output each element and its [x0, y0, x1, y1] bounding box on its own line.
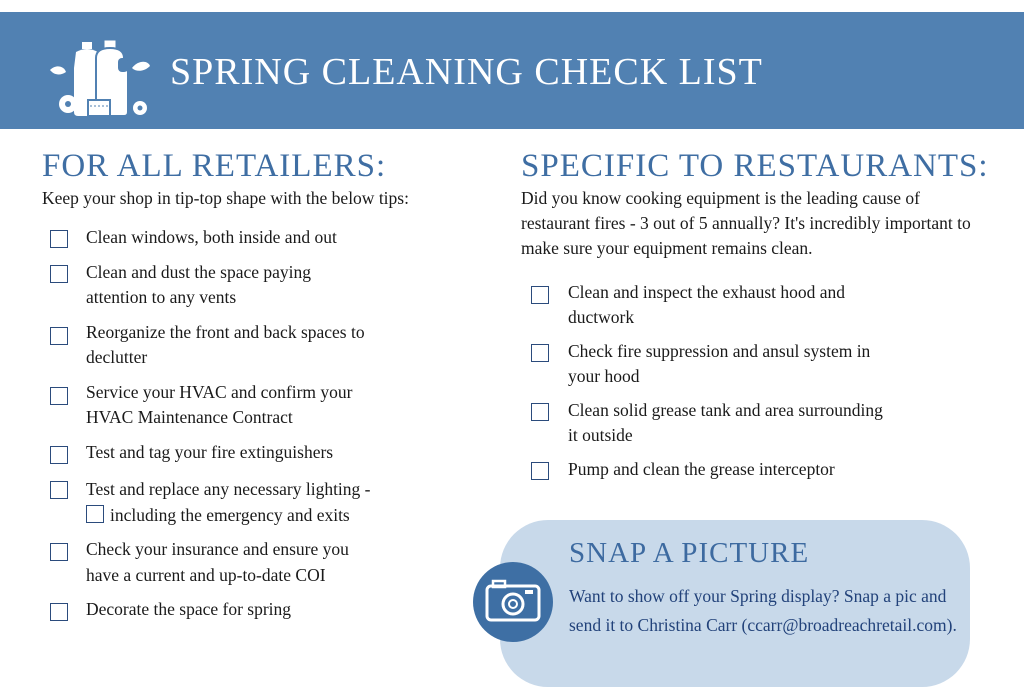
- item-label-continued: ductwork: [568, 307, 635, 327]
- item-label-continued: your hood: [568, 366, 640, 386]
- checkbox[interactable]: [50, 327, 68, 345]
- retailers-heading: FOR ALL RETAILERS:: [42, 148, 387, 184]
- snap-title: SNAP A PICTURE: [569, 537, 810, 569]
- item-label: Clean and inspect the exhaust hood and: [568, 282, 846, 302]
- item-label-continued: HVAC Maintenance Contract: [86, 407, 293, 427]
- item-label-continued: attention to any vents: [86, 287, 237, 307]
- item-label: Clean solid grease tank and area surrounding: [568, 400, 883, 420]
- item-label: Clean and dust the space paying: [86, 262, 312, 282]
- item-label-continued: [86, 503, 350, 528]
- checkbox[interactable]: [50, 230, 68, 248]
- checkbox[interactable]: [531, 286, 549, 304]
- restaurants-intro: Did you know cooking equipment is the leading cause of restaurant fires - 3 out of 5 annually? It's incredibly important to make sure your equipment remains clean.: [521, 188, 971, 258]
- item-label: Test and replace any necessary lighting -: [86, 479, 371, 499]
- item-label: Clean windows, both inside and out: [86, 227, 337, 247]
- item-label: Check your insurance and ensure you: [86, 539, 349, 559]
- checkbox[interactable]: [50, 446, 68, 464]
- item-label-continued: declutter: [86, 347, 148, 367]
- item-label-continued: have a current and up-to-date COI: [86, 565, 326, 585]
- header-banner: [0, 12, 1024, 129]
- page-title: SPRING CLEANING CHECK LIST: [170, 51, 763, 93]
- cleaning-bottles-icon: [44, 28, 152, 118]
- checkbox[interactable]: [531, 403, 549, 421]
- camera-icon: [473, 562, 553, 642]
- checkbox[interactable]: [50, 603, 68, 621]
- item-label: Service your HVAC and confirm your: [86, 382, 353, 402]
- item-label: Pump and clean the grease interceptor: [568, 459, 835, 479]
- checkbox[interactable]: [50, 543, 68, 561]
- checkbox[interactable]: [531, 462, 549, 480]
- restaurants-heading: SPECIFIC TO RESTAURANTS:: [521, 148, 989, 184]
- item-label: Test and tag your fire extinguishers: [86, 442, 334, 462]
- camera-badge: [473, 562, 553, 642]
- item-label-continued-text: including the emergency and exits: [110, 505, 350, 525]
- item-label-continued: it outside: [568, 425, 633, 445]
- checkbox[interactable]: [50, 481, 68, 499]
- snap-text: Want to show off your Spring display? Snap a pic and send it to Christina Carr (ccarr@broadreachretail.com).: [569, 586, 957, 635]
- checkbox[interactable]: [50, 387, 68, 405]
- checkbox-inline[interactable]: [86, 505, 104, 523]
- checkbox[interactable]: [50, 265, 68, 283]
- retailers-intro: Keep your shop in tip-top shape with the below tips:: [42, 188, 409, 208]
- item-label: Decorate the space for spring: [86, 599, 292, 619]
- checkbox[interactable]: [531, 344, 549, 362]
- item-label: Reorganize the front and back spaces to: [86, 322, 365, 342]
- item-label: Check fire suppression and ansul system in: [568, 341, 871, 361]
